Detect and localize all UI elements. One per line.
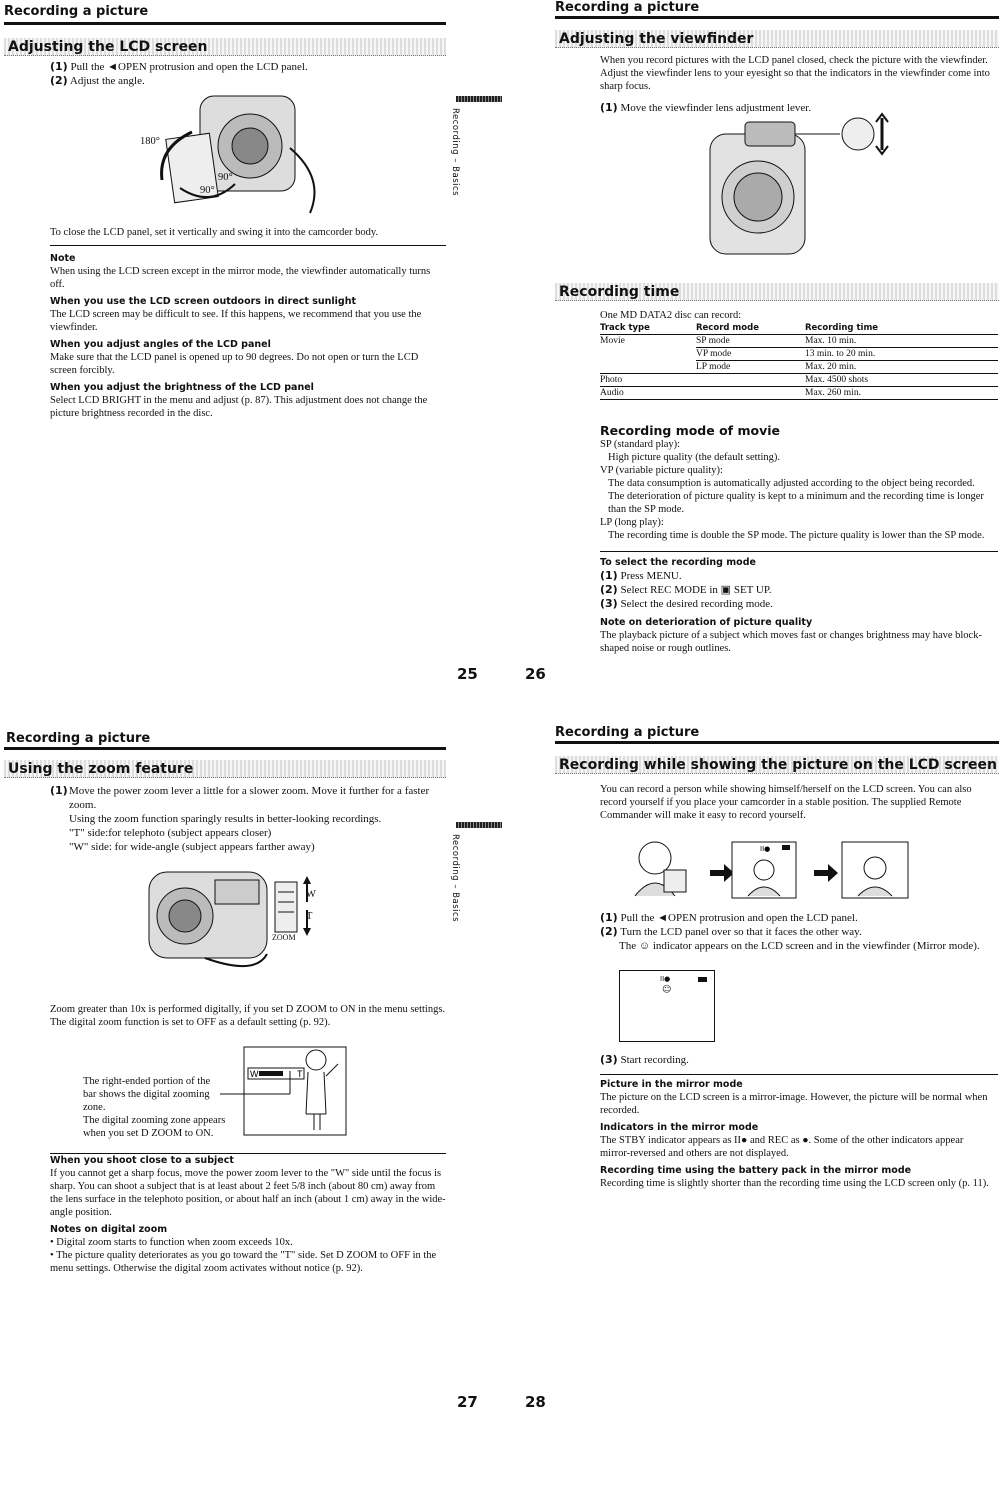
notes-block (600, 1079, 996, 1190)
step-1: (1) Move the power zoom lever a little for a slower zoom. Move it further for a faster zoom. Using the zoom function sparingly results in better-looking recordings. "T" side:for telephoto (subject appears closer) "W" side: for wide-angle (subject appears farther away) (50, 784, 442, 854)
divider (555, 16, 999, 19)
page-number: 27 (457, 1393, 478, 1411)
note-heading: When you use the LCD screen outdoors in direct sunlight (50, 296, 357, 307)
note-heading: Recording time using the battery pack in the mirror mode (600, 1165, 912, 1176)
section-title: Recording while showing the picture on the LCD screen (555, 756, 999, 774)
table-cell: SP mode (696, 335, 805, 348)
intro-text: You can record a person while showing himself/herself on the LCD screen. You can also record yourself if you place your camcorder in a stable position. The supplied Remote Commander will make it easy to record yourself. (600, 784, 972, 821)
table-row (600, 374, 998, 387)
subsection-title: Recording mode of movie (600, 423, 780, 438)
divider (600, 551, 998, 552)
step-1: (1) Move the viewfinder lens adjustment lever. (600, 101, 812, 114)
table-header: Record mode (696, 322, 805, 335)
note-heading: Indicators in the mirror mode (600, 1122, 759, 1133)
table-cell (696, 374, 805, 387)
mirror-mode-icon: ☺ (662, 985, 672, 995)
subsection-heading: Note on deterioration of picture quality (600, 617, 813, 628)
note-heading: Picture in the mirror mode (600, 1079, 743, 1090)
recording-mode-section (600, 423, 992, 542)
zoom-label: ZOOM (272, 933, 296, 942)
table-cell (696, 387, 805, 400)
stby-indicator: II● (660, 975, 671, 983)
table-cell: LP mode (696, 361, 805, 374)
step-text: Move the power zoom lever a little for a slower zoom. Move it further for a faster zoom. (69, 785, 430, 811)
note-text: When using the LCD screen except in the mirror mode, the viewfinder automatically turns off. (50, 266, 431, 290)
mirror-mode-illustration (620, 836, 920, 902)
table-cell: Max. 4500 shots (805, 374, 998, 387)
zoom-bar-t-glyph: T (297, 1069, 303, 1079)
lcd-mirror-indicator-figure (619, 970, 715, 1042)
stby-indicator-glyph: II● (760, 845, 771, 853)
mode-label: SP (standard play): (600, 439, 681, 450)
step-2: (2) Adjust the angle. (50, 74, 145, 87)
table-cell: Photo (600, 374, 696, 387)
table-row (600, 387, 998, 400)
step-3: (3) Start recording. (600, 1053, 689, 1066)
section-title: Recording time (555, 283, 999, 301)
step-text: "W" side: for wide-angle (subject appears farther away) (69, 841, 315, 853)
arrow-icon (814, 864, 838, 882)
angle-label-90a: 90° (218, 172, 233, 183)
table-row (600, 348, 998, 361)
step-text: "T" side:for telephoto (subject appears closer) (69, 827, 272, 839)
running-head: Recording a picture (555, 725, 700, 740)
table-cell: Audio (600, 387, 696, 400)
table-row (600, 335, 998, 348)
close-instruction: To close the LCD panel, set it vertically and swing it into the camcorder body. (50, 227, 379, 238)
page-number: 26 (525, 665, 546, 683)
zoom-t-label: T (306, 911, 313, 922)
table-cell (600, 361, 696, 374)
zoom-bar-w-glyph: W (250, 1069, 259, 1079)
mode-label: VP (variable picture quality): (600, 465, 723, 476)
note-item: • The picture quality deteriorates as you go toward the "T" side. Set D ZOOM to OFF in the menu settings. Otherwise the digital zoom activates without notice (p. 92). (50, 1250, 437, 1274)
step-2-continued: The ☺ indicator appears on the LCD screen and in the viewfinder (Mirror mode). (619, 940, 980, 952)
zoom-lever-illustration (145, 858, 315, 976)
mode-desc: The recording time is double the SP mode. The picture quality is lower than the SP mode. (608, 530, 985, 541)
section-title: Adjusting the LCD screen (4, 38, 446, 56)
step-1: (1) Pull the ◄OPEN protrusion and open the LCD panel. (50, 60, 308, 73)
step-1: (1) Pull the ◄OPEN protrusion and open the LCD panel. (600, 911, 858, 924)
note-text: If you cannot get a sharp focus, move the power zoom lever to the "W" side until the focus is sharp. You can shoot a subject that is at least about 2 feet 5/8 inch (about 80 cm) away from the lens surface in the telephoto position, or about half an inch (about 1 cm) away in the wide-angle position. (50, 1168, 446, 1218)
note-heading: Notes on digital zoom (50, 1224, 168, 1235)
note-text: The picture on the LCD screen is a mirror-image. However, the picture will be normal when recorded. (600, 1092, 988, 1116)
table-cell: Movie (600, 336, 625, 346)
zoom-w-label: W (306, 889, 316, 900)
viewfinder-illustration (700, 112, 900, 260)
running-head: Recording a picture (6, 731, 151, 746)
angle-label-90b: 90° (200, 185, 215, 196)
divider (555, 741, 999, 744)
subsection-heading: To select the recording mode (600, 557, 756, 568)
side-tab-bar (456, 96, 502, 102)
table-header: Track type (600, 322, 696, 335)
divider (4, 22, 446, 25)
running-head: Recording a picture (4, 4, 149, 19)
intro-text: When you record pictures with the LCD panel closed, check the picture with the viewfinder. Adjust the viewfinder lens to your eyesight so that the indicators in the viewfinder come into sharp focus. (600, 55, 990, 92)
table-cell: 13 min. to 20 min. (805, 348, 998, 361)
table-cell: VP mode (696, 348, 805, 361)
notes-block (50, 1155, 446, 1275)
digital-zoom-text: Zoom greater than 10x is performed digitally, if you set D ZOOM to ON in the menu settings. The digital zoom function is set to OFF as a default setting (p. 92). (50, 1004, 446, 1028)
side-tab-label: Recording – Basics (450, 108, 460, 197)
arrow-icon (710, 864, 734, 882)
mode-label: LP (long play): (600, 517, 664, 528)
mode-desc: The data consumption is automatically adjusted according to the object being recorded. The deterioration of picture quality is kept to a minimum and the recording time is longer than the SP mode. (608, 478, 984, 515)
battery-icon (698, 977, 707, 982)
page-number: 25 (457, 665, 478, 683)
divider (50, 1153, 446, 1154)
angle-label-180: 180° (140, 136, 160, 147)
note-text: Make sure that the LCD panel is opened up to 90 degrees. Do not open or turn the LCD screen forcibly. (50, 352, 419, 376)
divider (600, 1074, 998, 1075)
lcd-panel-illustration (140, 88, 340, 220)
mode-desc: High picture quality (the default setting). (608, 452, 781, 463)
notes-block (50, 253, 446, 420)
note-text: The LCD screen may be difficult to see. If this happens, we recommend that you use the viewfinder. (50, 309, 422, 333)
note-heading: Note (50, 253, 76, 264)
note-heading: When you adjust angles of the LCD panel (50, 339, 271, 350)
select-mode-block: To select the recording mode (1) Press MENU. (2) Select REC MODE in ▣ SET UP. (3) Select the desired recording mode. Note on deterioration of picture quality The playback picture of a subject which moves fast or changes brightness may have block-shaped noise or rough outlines. (600, 557, 996, 655)
step-text: Using the zoom function sparingly results in better-looking recordings. (69, 813, 382, 825)
note-item: • Digital zoom starts to function when zoom exceeds 10x. (50, 1237, 293, 1248)
divider (50, 245, 446, 246)
table-intro: One MD DATA2 disc can record: (600, 310, 742, 321)
note-heading: When you adjust the brightness of the LCD panel (50, 382, 314, 393)
page-number: 28 (525, 1393, 546, 1411)
section-title: Adjusting the viewfinder (555, 30, 999, 48)
step-2: (2) Turn the LCD panel over so that it faces the other way. (600, 925, 862, 938)
running-head: Recording a picture (555, 0, 700, 15)
table-header: Recording time (805, 322, 998, 335)
zoom-bar-illustration (220, 1046, 348, 1138)
note-text: Select LCD BRIGHT in the menu and adjust (p. 87). This adjustment does not change the picture brightness recorded in the disc. (50, 395, 428, 419)
table-header-row (600, 322, 998, 335)
table-cell (600, 348, 696, 361)
divider (4, 747, 446, 750)
digital-zoom-callout: The right-ended portion of the bar shows the digital zooming zone. The digital zooming zone appears when you set D ZOOM to ON. (83, 1076, 226, 1139)
note-heading: When you shoot close to a subject (50, 1155, 234, 1166)
steps-block (600, 911, 992, 953)
side-tab-label: Recording – Basics (450, 834, 460, 923)
table-row (600, 361, 998, 374)
table-cell: Max. 10 min. (805, 335, 998, 348)
person-with-camcorder-figure (635, 842, 686, 896)
side-tab-bar (456, 822, 502, 828)
section-title: Using the zoom feature (4, 760, 446, 778)
table-cell: Max. 20 min. (805, 361, 998, 374)
table-cell: Max. 260 min. (805, 387, 998, 400)
note-text: The STBY indicator appears as II● and REC as ●. Some of the other indicators appear mirror-reversed and others are not displayed. (600, 1135, 964, 1159)
note-text: Recording time is slightly shorter than the recording time using the LCD screen only (p. 11). (600, 1178, 989, 1189)
note-text: The playback picture of a subject which moves fast or changes brightness may have block-shaped noise or rough outlines. (600, 630, 982, 654)
recording-time-table (600, 322, 998, 400)
